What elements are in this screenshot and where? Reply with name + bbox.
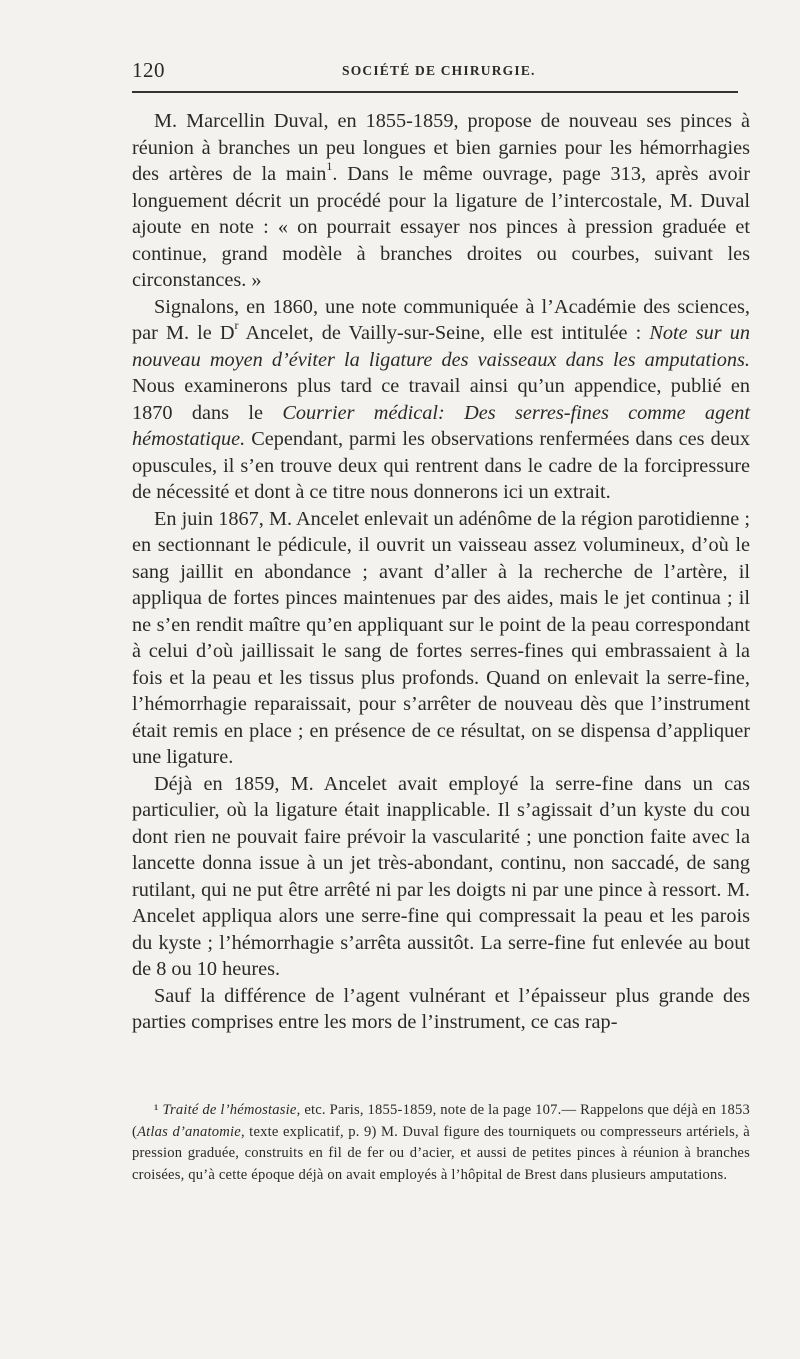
text-run: . Dans le même ouvrage, page 313, après avoir longuement décrit un procédé pour la ligature de l’intercostale, M. Duval ajoute en note : « on pourrait essayer nos pinces à pression graduée et continue, grand modèle à branches droites ou courbes, suivant les circonstances. » (132, 163, 750, 291)
paragraph: En juin 1867, M. Ancelet enlevait un adénôme de la région parotidienne ; en sectionnant le pédicule, il ouvrit un vaisseau assez volumineux, d’où le sang jaillit en abondance ; avant d’aller à la recherche de l’artère, il appliqua de fortes pinces maintenues par des aides, mais le jet continua ; il ne s’en rendit maître qu’en appliquant sur le point de la peau correspondant à celui d’où jaillissait le sang de fortes serres-fines qui embrassaient à la fois et la peau et les tissus plus profonds. Quand on enlevait la serre-fine, l’hémorrhagie reparaissait, pour s’arrêter de nouveau dès que l’instrument était remis en place ; en présence de ce résultat, on se dispensa d’appliquer une ligature. (132, 507, 750, 768)
footnote (132, 1100, 750, 1186)
footnote-paragraph (132, 1100, 750, 1186)
footnote-mark: ¹ (154, 1102, 159, 1118)
paragraph: Déjà en 1859, M. Ancelet avait employé la serre-fine dans un cas particulier, où la ligature était inapplicable. Il s’agissait d’un kyste du cou dont rien ne pouvait faire prévoir la vascularité ; une ponction faite avec la lancette donna issue à un jet très-abondant, continu, non saccadé, de sang rutilant, qui ne put être arrêté ni par les doigts ni par une pince à ressort. M. Ancelet appliqua alors une serre-fine qui compressait la peau et les parois du kyste ; l’hémorrhagie s’arrêta aussitôt. La serre-fine fut enlevée au bout de 8 ou 10 heures. (132, 772, 750, 980)
paragraph (132, 108, 750, 294)
running-head: SOCIÉTÉ DE CHIRURGIE. (342, 63, 536, 78)
footnote-title: Atlas d’anatomie (137, 1123, 241, 1140)
paragraph (132, 294, 750, 506)
text-run: M. Marcellin Duval, en 1855-1859, propose de nouveau ses pinces à réunion à branches un peu longues et bien garnies pour les hémorrhagies des artères de la main (132, 110, 750, 185)
paragraph: Sauf la différence de l’agent vulnérant et l’épaisseur plus grande des parties comprises entre les mors de l’instrument, ce cas rap- (132, 984, 750, 1033)
footnote-title: Traité de l’hémostasie (162, 1102, 297, 1118)
journal-title: Courrier médical: Des serres-fines comme agent hémostatique. (132, 401, 750, 450)
main-text (132, 108, 750, 1036)
header-rule (132, 91, 738, 93)
page-number: 120 (132, 58, 165, 82)
work-title: Note sur un nouveau moyen d’éviter la ligature des vaisseaux dans les amputations. (132, 322, 750, 371)
text-run: Nous examinerons plus tard ce travail ainsi qu’un appendice, publié en 1870 dans le (132, 375, 750, 424)
footnote-marker: 1 (326, 159, 333, 174)
text-run: Signalons, en 1860, une note communiquée à l’Académie des sciences, par M. le D (132, 295, 750, 344)
text-run: Ancelet, de Vailly-sur-Seine, elle est intitulée : (238, 322, 650, 344)
text-run: , texte explicatif, p. 9) M. Duval figure des tourniquets ou compresseurs artériels, à pression graduée, construits en fil de fer ou d’acier, et aussi de petites pinces à réunion à branches croisées, qu’à cette époque déjà on avait employés à l’hôpital de Brest dans plusieurs amputations. (132, 1123, 750, 1183)
superscript: r (234, 318, 239, 333)
page-header (132, 58, 738, 88)
text-run: Cependant, parmi les observations renfermées dans ces deux opuscules, il s’en trouve deux qui rentrent dans le cadre de la forcipressure de nécessité et dont à ce titre nous donnerons ici un extrait. (132, 428, 750, 503)
text-run: , etc. Paris, 1855-1859, note de la page 107.— Rappelons que déjà en 1853 ( (132, 1102, 750, 1140)
